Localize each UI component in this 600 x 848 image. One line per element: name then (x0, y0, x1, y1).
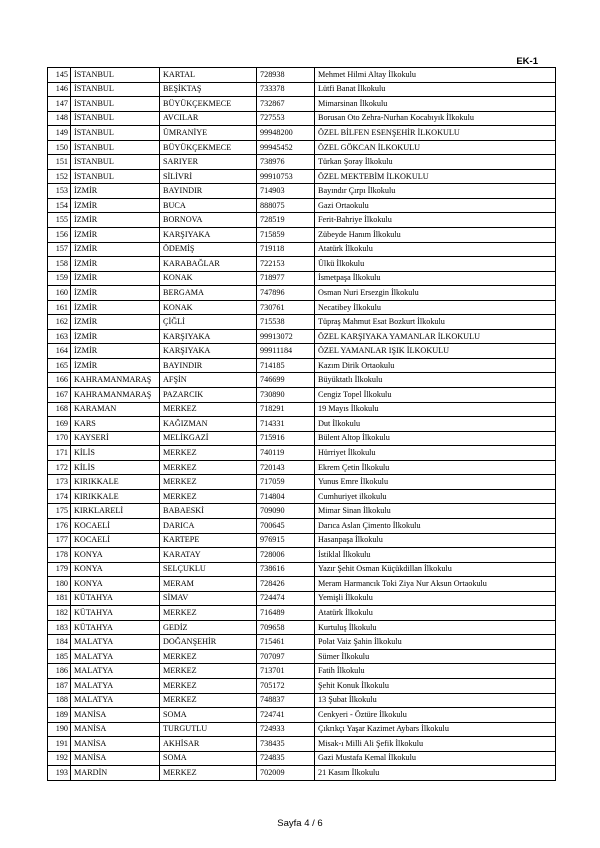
row-number: 150 (48, 140, 71, 155)
province-cell: İSTANBUL (71, 82, 160, 97)
table-body (48, 68, 556, 781)
row-number: 189 (48, 708, 71, 723)
row-number: 173 (48, 475, 71, 490)
table-row (48, 431, 556, 446)
school-name-cell: Gazi Ortaokulu (315, 198, 556, 213)
district-cell: BABAESKİ (160, 504, 257, 519)
institution-code-cell: 730761 (257, 300, 315, 315)
district-cell: ÜMRANİYE (160, 126, 257, 141)
table-row (48, 388, 556, 403)
province-cell: MALATYA (71, 664, 160, 679)
table-row (48, 155, 556, 170)
school-name-cell: Darıca Aslan Çimento İlkokulu (315, 518, 556, 533)
province-cell: KİLİS (71, 460, 160, 475)
district-cell: MERKEZ (160, 649, 257, 664)
district-cell: MERKEZ (160, 678, 257, 693)
institution-code-cell: 724835 (257, 751, 315, 766)
school-name-cell: Bayındır Çırpı İlkokulu (315, 184, 556, 199)
school-name-cell: Ferit-Bahriye İlkokulu (315, 213, 556, 228)
province-cell: KOCAELİ (71, 518, 160, 533)
table-row (48, 198, 556, 213)
row-number: 156 (48, 228, 71, 243)
school-name-cell: Lütfi Banat İlkokulu (315, 82, 556, 97)
school-name-cell: 19 Mayıs İlkokulu (315, 402, 556, 417)
district-cell: KARŞIYAKA (160, 228, 257, 243)
province-cell: KARAMAN (71, 402, 160, 417)
row-number: 183 (48, 620, 71, 635)
school-name-cell: Atatürk İlkokulu (315, 242, 556, 257)
district-cell: KARATAY (160, 548, 257, 563)
district-cell: KARTEPE (160, 533, 257, 548)
district-cell: MERAM (160, 577, 257, 592)
institution-code-cell: 722153 (257, 257, 315, 272)
institution-code-cell: 99945452 (257, 140, 315, 155)
province-cell: İSTANBUL (71, 111, 160, 126)
institution-code-cell: 714185 (257, 358, 315, 373)
institution-code-cell: 733378 (257, 82, 315, 97)
school-name-cell: ÖZEL MEKTEBİM İLKOKULU (315, 169, 556, 184)
district-cell: ÖDEMİŞ (160, 242, 257, 257)
school-name-cell: Şehit Konuk İlkokulu (315, 678, 556, 693)
row-number: 146 (48, 82, 71, 97)
district-cell: KARTAL (160, 68, 257, 83)
school-name-cell: Hürriyet İlkokulu (315, 446, 556, 461)
institution-code-cell: 719118 (257, 242, 315, 257)
district-cell: SİLİVRİ (160, 169, 257, 184)
table-row (48, 620, 556, 635)
school-name-cell: 21 Kasım İlkokulu (315, 766, 556, 781)
district-cell: MERKEZ (160, 460, 257, 475)
province-cell: İZMİR (71, 198, 160, 213)
table-row (48, 577, 556, 592)
school-name-cell: Cumhuriyet ilkokulu (315, 489, 556, 504)
institution-code-cell: 738616 (257, 562, 315, 577)
table-row (48, 68, 556, 83)
school-name-cell: İstiklal İlkokulu (315, 548, 556, 563)
institution-code-cell: 747896 (257, 286, 315, 301)
institution-code-cell: 724474 (257, 591, 315, 606)
row-number: 185 (48, 649, 71, 664)
school-name-cell: Büyüktatlı İlkokulu (315, 373, 556, 388)
school-list-table (47, 67, 556, 781)
row-number: 190 (48, 722, 71, 737)
table-row (48, 766, 556, 781)
province-cell: İZMİR (71, 344, 160, 359)
district-cell: SOMA (160, 708, 257, 723)
school-name-cell: Borusan Oto Zehra-Nurhan Kocabıyık İlkokulu (315, 111, 556, 126)
district-cell: BUCA (160, 198, 257, 213)
table-row (48, 417, 556, 432)
school-name-cell: Çıkrıkçı Yaşar Kazimet Aybars İlkokulu (315, 722, 556, 737)
table-row (48, 82, 556, 97)
district-cell: KONAK (160, 271, 257, 286)
school-name-cell: Ülkü İlkokulu (315, 257, 556, 272)
table-row (48, 533, 556, 548)
province-cell: İZMİR (71, 358, 160, 373)
institution-code-cell: 724741 (257, 708, 315, 723)
province-cell: İSTANBUL (71, 155, 160, 170)
row-number: 164 (48, 344, 71, 359)
institution-code-cell: 700645 (257, 518, 315, 533)
institution-code-cell: 724933 (257, 722, 315, 737)
district-cell: MERKEZ (160, 664, 257, 679)
row-number: 166 (48, 373, 71, 388)
district-cell: MERKEZ (160, 606, 257, 621)
table-row (48, 693, 556, 708)
row-number: 163 (48, 329, 71, 344)
table-row (48, 271, 556, 286)
row-number: 188 (48, 693, 71, 708)
school-name-cell: Yunus Emre İlkokulu (315, 475, 556, 490)
province-cell: KIRIKKALE (71, 475, 160, 490)
row-number: 149 (48, 126, 71, 141)
table-row (48, 228, 556, 243)
province-cell: MALATYA (71, 649, 160, 664)
table-row (48, 242, 556, 257)
table-row (48, 737, 556, 752)
institution-code-cell: 728519 (257, 213, 315, 228)
province-cell: İSTANBUL (71, 140, 160, 155)
district-cell: MERKEZ (160, 402, 257, 417)
institution-code-cell: 702009 (257, 766, 315, 781)
district-cell: KARŞIYAKA (160, 344, 257, 359)
province-cell: MANİSA (71, 751, 160, 766)
row-number: 193 (48, 766, 71, 781)
district-cell: MERKEZ (160, 693, 257, 708)
institution-code-cell: 732867 (257, 97, 315, 112)
province-cell: KAHRAMANMARAŞ (71, 373, 160, 388)
page-number: Sayfa 4 / 6 (277, 818, 323, 829)
district-cell: DARICA (160, 518, 257, 533)
institution-code-cell: 715538 (257, 315, 315, 330)
table-row (48, 373, 556, 388)
district-cell: MERKEZ (160, 489, 257, 504)
institution-code-cell: 709090 (257, 504, 315, 519)
table-row (48, 649, 556, 664)
school-name-cell: Kazım Dirik Ortaokulu (315, 358, 556, 373)
row-number: 151 (48, 155, 71, 170)
table-row (48, 97, 556, 112)
institution-code-cell: 740119 (257, 446, 315, 461)
row-number: 158 (48, 257, 71, 272)
institution-code-cell: 705172 (257, 678, 315, 693)
row-number: 172 (48, 460, 71, 475)
table-row (48, 257, 556, 272)
school-name-cell: Gazi Mustafa Kemal İlkokulu (315, 751, 556, 766)
institution-code-cell: 976915 (257, 533, 315, 548)
institution-code-cell: 718977 (257, 271, 315, 286)
district-cell: SARIYER (160, 155, 257, 170)
institution-code-cell: 99913072 (257, 329, 315, 344)
school-name-cell: Atatürk İlkokulu (315, 606, 556, 621)
institution-code-cell: 715859 (257, 228, 315, 243)
table-row (48, 358, 556, 373)
institution-code-cell: 728426 (257, 577, 315, 592)
province-cell: KAYSERİ (71, 431, 160, 446)
institution-code-cell: 720143 (257, 460, 315, 475)
district-cell: BEŞİKTAŞ (160, 82, 257, 97)
school-name-cell: 13 Şubat İlkokulu (315, 693, 556, 708)
province-cell: KAHRAMANMARAŞ (71, 388, 160, 403)
province-cell: İZMİR (71, 329, 160, 344)
institution-code-cell: 715461 (257, 635, 315, 650)
row-number: 175 (48, 504, 71, 519)
institution-code-cell: 714331 (257, 417, 315, 432)
province-cell: İZMİR (71, 184, 160, 199)
province-cell: İZMİR (71, 242, 160, 257)
institution-code-cell: 727553 (257, 111, 315, 126)
table-row (48, 722, 556, 737)
table-row (48, 751, 556, 766)
district-cell: KONAK (160, 300, 257, 315)
school-name-cell: Mimar Sinan İlkokulu (315, 504, 556, 519)
table-row (48, 169, 556, 184)
district-cell: BAYINDIR (160, 358, 257, 373)
school-name-cell: Polat Vaiz Şahin İlkokulu (315, 635, 556, 650)
province-cell: MARDİN (71, 766, 160, 781)
province-cell: İZMİR (71, 257, 160, 272)
school-name-cell: Zübeyde Hanım İlkokulu (315, 228, 556, 243)
institution-code-cell: 717059 (257, 475, 315, 490)
table-row (48, 140, 556, 155)
school-name-cell: Fatih İlkokulu (315, 664, 556, 679)
province-cell: KONYA (71, 577, 160, 592)
province-cell: İZMİR (71, 213, 160, 228)
row-number: 159 (48, 271, 71, 286)
province-cell: KÜTAHYA (71, 591, 160, 606)
school-name-cell: Yazır Şehit Osman Küçükdillan İlkokulu (315, 562, 556, 577)
school-name-cell: ÖZEL YAMANLAR IŞIK İLKOKULU (315, 344, 556, 359)
table-row (48, 678, 556, 693)
row-number: 181 (48, 591, 71, 606)
row-number: 147 (48, 97, 71, 112)
district-cell: KAĞIZMAN (160, 417, 257, 432)
province-cell: KOCAELİ (71, 533, 160, 548)
table-row (48, 344, 556, 359)
school-name-cell: Cengiz Topel İlkokulu (315, 388, 556, 403)
province-cell: İZMİR (71, 300, 160, 315)
province-cell: İSTANBUL (71, 169, 160, 184)
row-number: 155 (48, 213, 71, 228)
table-row (48, 111, 556, 126)
district-cell: AKHİSAR (160, 737, 257, 752)
province-cell: İZMİR (71, 228, 160, 243)
table-row (48, 315, 556, 330)
row-number: 177 (48, 533, 71, 548)
row-number: 184 (48, 635, 71, 650)
district-cell: MERKEZ (160, 475, 257, 490)
district-cell: AVCILAR (160, 111, 257, 126)
table-row (48, 708, 556, 723)
row-number: 154 (48, 198, 71, 213)
institution-code-cell: 707097 (257, 649, 315, 664)
institution-code-cell: 738976 (257, 155, 315, 170)
school-name-cell: Türkan Şoray İlkokulu (315, 155, 556, 170)
province-cell: MALATYA (71, 635, 160, 650)
institution-code-cell: 714804 (257, 489, 315, 504)
table-row (48, 518, 556, 533)
row-number: 165 (48, 358, 71, 373)
province-cell: KONYA (71, 562, 160, 577)
institution-code-cell: 716489 (257, 606, 315, 621)
institution-code-cell: 709658 (257, 620, 315, 635)
institution-code-cell: 99910753 (257, 169, 315, 184)
district-cell: AFŞİN (160, 373, 257, 388)
school-name-cell: Dut İlkokulu (315, 417, 556, 432)
district-cell: BÜYÜKÇEKMECE (160, 140, 257, 155)
province-cell: MANİSA (71, 722, 160, 737)
province-cell: MANİSA (71, 737, 160, 752)
province-cell: İSTANBUL (71, 68, 160, 83)
province-cell: İSTANBUL (71, 126, 160, 141)
institution-code-cell: 728006 (257, 548, 315, 563)
institution-code-cell: 713701 (257, 664, 315, 679)
row-number: 192 (48, 751, 71, 766)
district-cell: KARABAĞLAR (160, 257, 257, 272)
table-row (48, 606, 556, 621)
district-cell: ÇİĞLİ (160, 315, 257, 330)
row-number: 162 (48, 315, 71, 330)
district-cell: MELİKGAZİ (160, 431, 257, 446)
school-name-cell: ÖZEL KARŞIYAKA YAMANLAR İLKOKULU (315, 329, 556, 344)
province-cell: İZMİR (71, 315, 160, 330)
province-cell: KÜTAHYA (71, 606, 160, 621)
province-cell: KIRIKKALE (71, 489, 160, 504)
institution-code-cell: 99911184 (257, 344, 315, 359)
table-row (48, 402, 556, 417)
row-number: 153 (48, 184, 71, 199)
district-cell: PAZARCIK (160, 388, 257, 403)
institution-code-cell: 714903 (257, 184, 315, 199)
district-cell: BERGAMA (160, 286, 257, 301)
district-cell: KARŞIYAKA (160, 329, 257, 344)
province-cell: KONYA (71, 548, 160, 563)
row-number: 176 (48, 518, 71, 533)
table-row (48, 562, 556, 577)
row-number: 186 (48, 664, 71, 679)
school-name-cell: Sümer İlkokulu (315, 649, 556, 664)
district-cell: SOMA (160, 751, 257, 766)
school-name-cell: İsmetpaşa İlkokulu (315, 271, 556, 286)
table-row (48, 329, 556, 344)
school-name-cell: Mehmet Hilmi Altay İlkokulu (315, 68, 556, 83)
school-name-cell: Misak-ı Milli Ali Şefik İlkokulu (315, 737, 556, 752)
row-number: 187 (48, 678, 71, 693)
district-cell: MERKEZ (160, 446, 257, 461)
institution-code-cell: 99948200 (257, 126, 315, 141)
district-cell: BORNOVA (160, 213, 257, 228)
row-number: 157 (48, 242, 71, 257)
table-row (48, 286, 556, 301)
school-name-cell: Meram Harmancık Toki Ziya Nur Aksun Ortaokulu (315, 577, 556, 592)
table-row (48, 184, 556, 199)
province-cell: MALATYA (71, 693, 160, 708)
province-cell: MALATYA (71, 678, 160, 693)
province-cell: KÜTAHYA (71, 620, 160, 635)
school-name-cell: Necatibey İlkokulu (315, 300, 556, 315)
institution-code-cell: 730890 (257, 388, 315, 403)
annex-label: EK-1 (516, 56, 538, 67)
school-name-cell: Kurtuluş İlkokulu (315, 620, 556, 635)
district-cell: BÜYÜKÇEKMECE (160, 97, 257, 112)
province-cell: MANİSA (71, 708, 160, 723)
school-name-cell: Cenkyeri - Öztüre İlkokulu (315, 708, 556, 723)
district-cell: SİMAV (160, 591, 257, 606)
institution-code-cell: 746699 (257, 373, 315, 388)
table-row (48, 475, 556, 490)
row-number: 174 (48, 489, 71, 504)
table-row (48, 548, 556, 563)
row-number: 152 (48, 169, 71, 184)
table-row (48, 300, 556, 315)
district-cell: MERKEZ (160, 766, 257, 781)
row-number: 168 (48, 402, 71, 417)
row-number: 170 (48, 431, 71, 446)
school-name-cell: Mimarsinan İlkokulu (315, 97, 556, 112)
institution-code-cell: 715916 (257, 431, 315, 446)
row-number: 191 (48, 737, 71, 752)
institution-code-cell: 718291 (257, 402, 315, 417)
row-number: 171 (48, 446, 71, 461)
province-cell: KİLİS (71, 446, 160, 461)
row-number: 180 (48, 577, 71, 592)
institution-code-cell: 748837 (257, 693, 315, 708)
district-cell: TURGUTLU (160, 722, 257, 737)
school-name-cell: ÖZEL GÖKCAN İLKOKULU (315, 140, 556, 155)
table-row (48, 446, 556, 461)
province-cell: KIRKLARELİ (71, 504, 160, 519)
institution-code-cell: 738435 (257, 737, 315, 752)
district-cell: DOĞANŞEHİR (160, 635, 257, 650)
table-row (48, 489, 556, 504)
institution-code-cell: 888075 (257, 198, 315, 213)
province-cell: İZMİR (71, 271, 160, 286)
school-name-cell: Bülent Altop İlkokulu (315, 431, 556, 446)
row-number: 178 (48, 548, 71, 563)
row-number: 167 (48, 388, 71, 403)
province-cell: İZMİR (71, 286, 160, 301)
table-row (48, 504, 556, 519)
row-number: 161 (48, 300, 71, 315)
table-row (48, 213, 556, 228)
row-number: 182 (48, 606, 71, 621)
table-row (48, 664, 556, 679)
district-cell: SELÇUKLU (160, 562, 257, 577)
row-number: 148 (48, 111, 71, 126)
row-number: 179 (48, 562, 71, 577)
school-name-cell: Hasanpaşa İlkokulu (315, 533, 556, 548)
table-row (48, 635, 556, 650)
row-number: 169 (48, 417, 71, 432)
province-cell: İSTANBUL (71, 97, 160, 112)
school-name-cell: Ekrem Çetin İlkokulu (315, 460, 556, 475)
row-number: 160 (48, 286, 71, 301)
school-name-cell: Tüpraş Mahmut Esat Bozkurt İlkokulu (315, 315, 556, 330)
institution-code-cell: 728938 (257, 68, 315, 83)
province-cell: KARS (71, 417, 160, 432)
district-cell: GEDİZ (160, 620, 257, 635)
school-name-cell: ÖZEL BİLFEN ESENŞEHİR İLKOKULU (315, 126, 556, 141)
table-row (48, 591, 556, 606)
district-cell: BAYINDIR (160, 184, 257, 199)
table-row (48, 460, 556, 475)
row-number: 145 (48, 68, 71, 83)
school-name-cell: Yemişli İlkokulu (315, 591, 556, 606)
table-row (48, 126, 556, 141)
school-name-cell: Osman Nuri Ersezgin İlkokulu (315, 286, 556, 301)
